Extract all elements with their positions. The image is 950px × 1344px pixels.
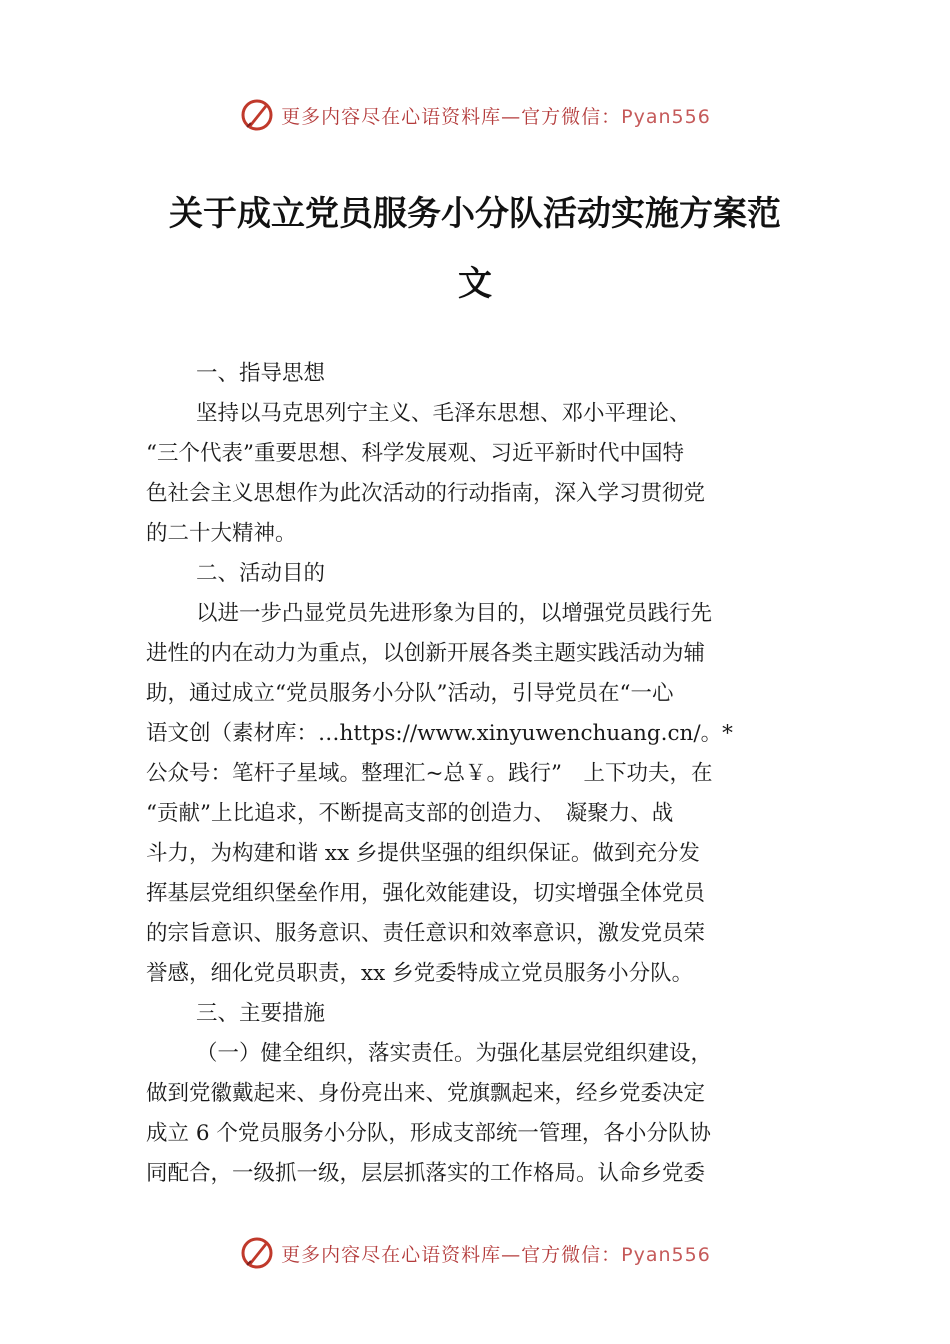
body-line: 斗力，为构建和谐 xx 乡提供坚强的组织保证。做到充分发 (146, 841, 700, 866)
body-line: 挥基层党组织堡垒作用，强化效能建设，切实增强全体党员 (146, 881, 706, 906)
document-title-line-1: 关于成立党员服务小分队活动实施方案范 (169, 194, 781, 234)
body-line: 的二十大精神。 (146, 521, 297, 546)
quill-logo-icon (239, 1235, 275, 1271)
body-line: 二、活动目的 (196, 561, 326, 586)
body-line: 语文创（素材库：…https://www.xinyuwenchuang.cn/。* (146, 721, 733, 746)
body-line: 以进一步凸显党员先进形象为目的，以增强党员践行先 (196, 601, 713, 626)
body-line: 誉感，细化党员职责，xx 乡党委特成立党员服务小分队。 (146, 961, 694, 986)
body-line: 同配合，一级抓一级，层层抓落实的工作格局。认命乡党委 (146, 1161, 706, 1186)
body-line: （一）健全组织，落实责任。为强化基层党组织建设， (196, 1041, 713, 1066)
body-line: 助，通过成立“党员服务小分队”活动，引导党员在“一心 (146, 681, 674, 706)
body-line: 一、指导思想 (196, 361, 326, 386)
wechat-id: Pyan556 (621, 1243, 711, 1266)
body-line: 的宗旨意识、服务意识、责任意识和效率意识，激发党员荣 (146, 921, 706, 946)
quill-logo-icon (239, 97, 275, 133)
body-line: 做到党徽戴起来、身份亮出来、党旗飘起来，经乡党委决定 (146, 1081, 706, 1106)
body-line: 进性的内在动力为重点，以创新开展各类主题实践活动为辅 (146, 641, 706, 666)
banner-text: 更多内容尽在心语资料库—官方微信：Pyan556 (281, 1243, 711, 1266)
body-line: 色社会主义思想作为此次活动的行动指南，深入学习贯彻党 (146, 481, 706, 506)
document-title-line-2: 文 (458, 264, 492, 304)
body-line: “贡献”上比追求，不断提高支部的创造力、 凝聚力、战 (146, 801, 674, 826)
banner-text: 更多内容尽在心语资料库—官方微信：Pyan556 (281, 105, 711, 128)
header-banner (0, 95, 950, 135)
body-line: 三、主要措施 (196, 1001, 326, 1026)
body-line: 坚持以马克思列宁主义、毛泽东思想、邓小平理论、 (196, 401, 691, 426)
document-body (146, 354, 808, 1194)
body-line: “三个代表”重要思想、科学发展观、习近平新时代中国特 (146, 441, 684, 466)
body-line: 成立 6 个党员服务小分队，形成支部统一管理，各小分队协 (146, 1121, 711, 1146)
wechat-id: Pyan556 (621, 105, 711, 128)
body-line: 公众号：笔杆子星域。整理汇~总￥。践行” 上下功夫，在 (146, 761, 713, 786)
footer-banner (0, 1233, 950, 1273)
